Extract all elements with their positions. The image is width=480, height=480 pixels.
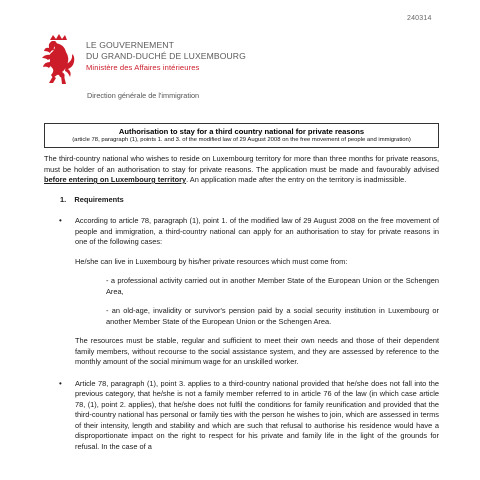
resources-paragraph: The resources must be stable, regular and sufficient to meet their own needs and those of their dependent family members, without recourse to the social assistance system, and they are assessed by reference to the monthly amount of the social minimum wage for an unskilled worker. bbox=[75, 336, 439, 366]
intro-paragraph bbox=[44, 154, 439, 186]
intro-emphasis: before entering on Luxembourg territory bbox=[44, 175, 187, 184]
bullet-2-text: Article 78, paragraph (1), point 3. applies to a third-country national provided that he/she does not fall into the previous category, that he/she is not a family member referred to in article 76 of the law (in which case article 78, (1), point 2. applies), that he/she does not fulfil the conditions for family reunification and provided that the third-country national has personal or family ties with the person he wishes to join, which are assessed in terms of their intensity, length and stability and which are such that refusal to authorise his residence would have a disproportionate impact on the right to respect for his private and family life in the light of the grounds for refusal. In the case of a bbox=[75, 378, 439, 451]
luxembourg-lion-logo bbox=[40, 34, 76, 88]
list-item bbox=[44, 216, 439, 248]
bullet-icon: • bbox=[59, 378, 62, 388]
document-number: 240314 bbox=[407, 15, 432, 22]
document-title-box bbox=[44, 123, 439, 148]
section-title: Requirements bbox=[74, 194, 124, 204]
gov-line-1: LE GOUVERNEMENT bbox=[86, 40, 174, 50]
document-title: Authorisation to stay for a third country national for private reasons bbox=[118, 127, 365, 136]
lion-emblem-icon bbox=[40, 34, 76, 88]
document-subtitle: (article 78, paragraph (1), points 1. and 3. of the modified law of 29 August 2008 on the free movement of people and immigration) bbox=[72, 137, 411, 143]
intro-text-b: . An application made after the entry on the territory is inadmissible. bbox=[186, 175, 407, 184]
ministry-name: Ministère des Affaires intérieures bbox=[86, 63, 200, 72]
document-body bbox=[44, 154, 439, 452]
intro-text-a: The third-country national who wishes to reside on Luxembourg territory for more than three months for private reasons, must be holder of an authorisation to stay for private reasons. The application must be made and favourably advised bbox=[44, 154, 439, 174]
government-header bbox=[86, 40, 246, 73]
resource-source-1: - a professional activity carried out in another Member State of the European Union or the Schengen Area, bbox=[106, 276, 439, 296]
list-item bbox=[44, 379, 439, 453]
bullet-icon: • bbox=[59, 216, 62, 225]
gov-line-2: DU GRAND-DUCHÉ DE LUXEMBOURG bbox=[86, 51, 246, 61]
sub-paragraph: He/she can live in Luxembourg by his/her private resources which must come from: bbox=[75, 256, 348, 266]
directorate-name: Direction générale de l'immigration bbox=[87, 91, 200, 100]
resource-source-2: - an old-age, invalidity or survivor's pension paid by a social security institution in Luxembourg or another Member State of the European Union or the Schengen Area. bbox=[106, 306, 439, 326]
section-number: 1. bbox=[60, 194, 67, 204]
section-heading-requirements bbox=[44, 195, 439, 206]
bullet-1-text: According to article 78, paragraph (1), point 1. of the modified law of 29 August 2008 on the free movement of people and immigration, a third-country national can apply for an authorisation to stay for private reasons in one of the following cases: bbox=[75, 216, 439, 246]
